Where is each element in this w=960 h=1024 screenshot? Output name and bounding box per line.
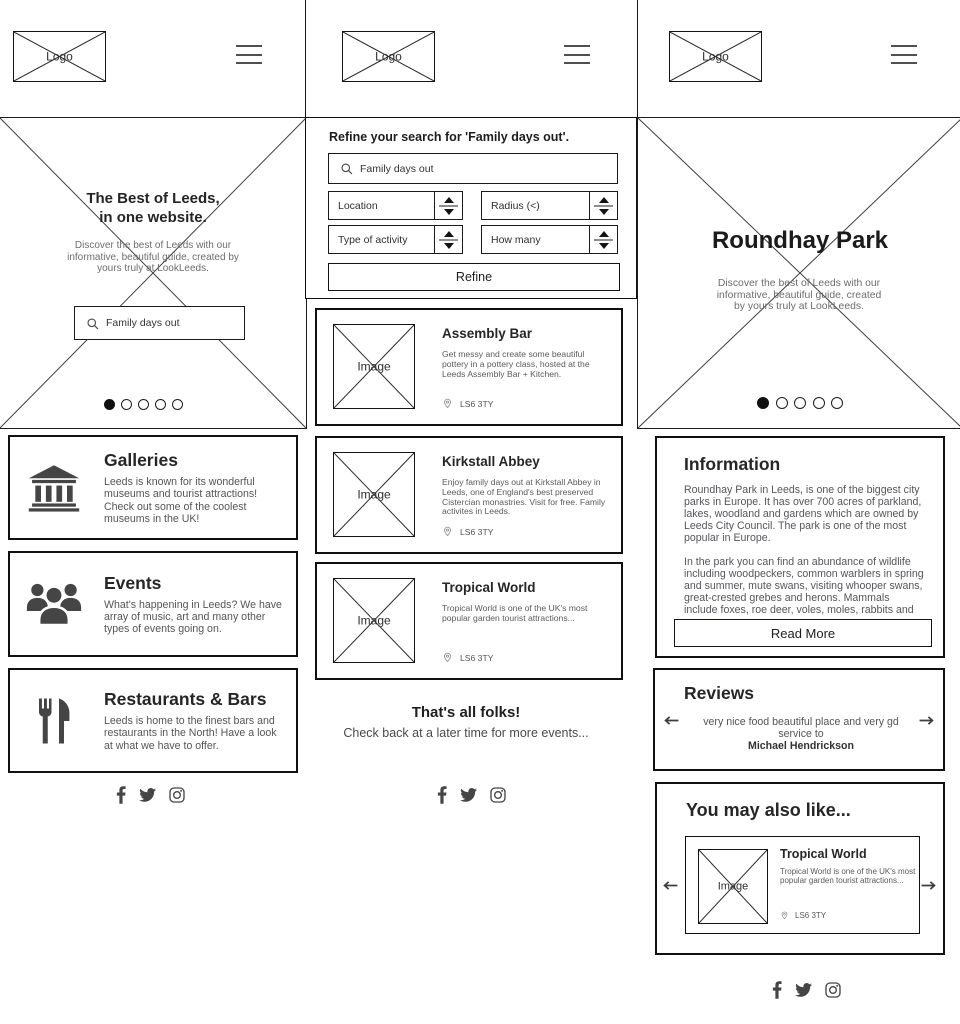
carousel-dot[interactable]: [831, 397, 843, 409]
social-links: [116, 786, 185, 804]
placeholder-cross-icon: [638, 118, 960, 428]
also-like-section: [655, 782, 945, 955]
reviews-section: [653, 668, 945, 771]
suggestion-text: Tropical World is one of the UK's most popular garden tourist attractions...: [780, 867, 916, 886]
carousel-dots: [638, 397, 960, 409]
carousel-dots: [0, 399, 286, 410]
chevron-down-icon[interactable]: [599, 243, 609, 249]
facebook-icon[interactable]: [116, 786, 126, 804]
previous-review-arrow-icon[interactable]: [664, 715, 680, 726]
select-activity-type[interactable]: [328, 225, 463, 254]
hero-description: Discover the best of Leeds with our informative, beautiful guide, created by yours truly at LookLeeds.: [67, 240, 239, 274]
result-card-assembly-bar[interactable]: [315, 308, 623, 426]
spinner-stepper[interactable]: [434, 192, 462, 219]
users-icon: [10, 580, 98, 628]
category-card-events[interactable]: [8, 551, 298, 657]
hamburger-menu-icon[interactable]: [891, 45, 917, 64]
image-placeholder: [698, 849, 768, 924]
search-input[interactable]: [74, 306, 245, 340]
refine-search-section: [305, 117, 637, 299]
card-title: Restaurants & Bars: [104, 689, 267, 710]
review-author: Michael Hendrickson: [748, 740, 854, 752]
result-location: LS6 3TY: [460, 652, 494, 663]
column-divider: [305, 0, 306, 118]
spinner-stepper[interactable]: [589, 226, 617, 253]
chevron-down-icon[interactable]: [444, 209, 454, 215]
search-value: Family days out: [106, 317, 180, 329]
logo[interactable]: [342, 31, 435, 82]
twitter-icon[interactable]: [460, 788, 477, 802]
hero-carousel-detail: [637, 117, 960, 429]
hero-carousel-home: [0, 117, 307, 429]
select-label: Type of activity: [338, 233, 408, 246]
next-review-arrow-icon[interactable]: [918, 715, 934, 726]
museum-icon: [10, 464, 98, 512]
result-card-kirkstall-abbey[interactable]: [315, 436, 623, 554]
image-placeholder: [333, 452, 415, 537]
hero-title-line2: in one website.: [99, 208, 207, 226]
review-text: very nice food beautiful place and very gd service to: [703, 716, 899, 740]
information-section: [655, 436, 945, 658]
review-item: [688, 716, 914, 752]
instagram-icon[interactable]: [825, 982, 841, 998]
image-label: Image: [357, 486, 391, 501]
logo-label: Logo: [702, 48, 729, 63]
card-text: What's happening in Leeds? We have array of music, art and many other types of events going on.: [104, 598, 282, 636]
select-radius[interactable]: [481, 191, 618, 220]
facebook-icon[interactable]: [772, 981, 782, 999]
detail-title: Roundhay Park: [711, 227, 889, 254]
select-label: How many: [491, 233, 541, 246]
carousel-dot[interactable]: [813, 397, 825, 409]
also-like-title: You may also like...: [686, 800, 851, 820]
image-placeholder: [333, 324, 415, 409]
search-input[interactable]: [328, 153, 618, 184]
column-divider: [637, 0, 638, 118]
information-paragraph-2: In the park you can find an abundance of wildlife including woodpeckers, common warblers in spring and summer, mute swans, visiting whooper swans, great-crested grebes and herons. Mammals include foxes, roe deer, voles, moles, rabbits and: [684, 556, 924, 617]
chevron-down-icon[interactable]: [444, 243, 454, 249]
image-label: Image: [717, 879, 749, 892]
chevron-down-icon[interactable]: [599, 209, 609, 215]
result-title: Assembly Bar: [442, 326, 533, 341]
hamburger-menu-icon[interactable]: [236, 45, 262, 64]
result-text: Enjoy family days out at Kirkstall Abbey in Leeds, one of England's best preserved Cistercian monastries. Visit for free. Family activites in Leeds.: [442, 477, 606, 517]
chevron-up-icon[interactable]: [599, 231, 609, 237]
carousel-dot[interactable]: [121, 399, 132, 410]
spinner-stepper[interactable]: [434, 226, 462, 253]
twitter-icon[interactable]: [795, 983, 812, 997]
logo[interactable]: [13, 31, 106, 82]
category-card-restaurants[interactable]: [8, 668, 298, 773]
carousel-dot[interactable]: [172, 399, 183, 410]
result-title: Kirkstall Abbey: [442, 454, 540, 469]
image-label: Image: [357, 612, 391, 627]
image-placeholder: [333, 578, 415, 663]
reviews-title: Reviews: [684, 683, 755, 703]
instagram-icon[interactable]: [490, 787, 506, 803]
instagram-icon[interactable]: [169, 787, 185, 803]
logo-label: Logo: [46, 48, 73, 63]
logo[interactable]: [669, 31, 762, 82]
hero-title: [0, 190, 306, 227]
result-location: LS6 3TY: [460, 398, 494, 409]
social-links: [772, 981, 841, 999]
hero-title-line1: The Best of Leeds,: [86, 190, 220, 207]
image-label: Image: [357, 358, 391, 373]
chevron-up-icon[interactable]: [599, 197, 609, 203]
suggestion-title: Tropical World: [780, 847, 867, 861]
card-title: Galleries: [104, 449, 178, 470]
card-title: Events: [104, 572, 162, 593]
search-icon: [86, 317, 99, 330]
twitter-icon[interactable]: [139, 788, 156, 802]
end-of-results-subtitle: Check back at a later time for more events...: [343, 726, 589, 740]
suggestion-card-tropical-world[interactable]: [685, 836, 920, 934]
location-pin-icon: [780, 909, 789, 922]
information-title: Information: [684, 454, 781, 474]
search-value: Family days out: [360, 162, 434, 175]
result-title: Tropical World: [442, 580, 536, 595]
social-links: [437, 786, 506, 804]
next-suggestion-arrow-icon[interactable]: [920, 880, 936, 891]
result-text: Tropical World is one of the UK's most popular garden tourist attractions...: [442, 603, 588, 623]
location-pin-icon: [442, 524, 453, 539]
result-location: LS6 3TY: [460, 526, 494, 537]
facebook-icon[interactable]: [437, 786, 447, 804]
carousel-dot[interactable]: [757, 397, 769, 409]
card-text: Leeds is known for its wonderful museums and tourist attractions! Check out some of the coolest museums in the UK!: [104, 475, 258, 525]
location-pin-icon: [442, 396, 453, 411]
carousel-dot[interactable]: [155, 399, 166, 410]
card-text: Leeds is home to the finest bars and restaurants in the North! Have a look at what we have to offer.: [104, 715, 277, 752]
carousel-dot[interactable]: [138, 399, 149, 410]
refine-button[interactable]: Refine: [328, 263, 620, 291]
hamburger-menu-icon[interactable]: [564, 45, 590, 64]
select-label: Location: [338, 199, 378, 212]
refine-title: Refine your search for 'Family days out'.: [329, 130, 570, 144]
select-label: Radius (<): [491, 199, 540, 212]
location-pin-icon: [442, 650, 453, 665]
carousel-dot[interactable]: [794, 397, 806, 409]
information-paragraph-1: Roundhay Park in Leeds, is one of the biggest city parks in Europe. It has over 700 acres of parkland, lakes, woodland and gardens which are owned by Leeds City Council. The park is one of the most popular in Europe.: [684, 484, 922, 545]
detail-description: Discover the best of Leeds with our informative, beautiful guide, created by yours truly at LookLeeds.: [716, 278, 882, 313]
select-how-many[interactable]: [481, 225, 618, 254]
category-card-galleries[interactable]: [8, 435, 298, 540]
result-card-tropical-world[interactable]: [315, 562, 623, 680]
logo-label: Logo: [375, 48, 402, 63]
carousel-dot[interactable]: [104, 399, 115, 410]
spinner-stepper[interactable]: [589, 192, 617, 219]
carousel-dot[interactable]: [776, 397, 788, 409]
chevron-up-icon[interactable]: [444, 231, 454, 237]
read-more-button[interactable]: Read More: [674, 619, 932, 647]
select-location[interactable]: [328, 191, 463, 220]
suggestion-location: LS6 3TY: [795, 911, 827, 920]
previous-suggestion-arrow-icon[interactable]: [663, 880, 679, 891]
result-text: Get messy and create some beautiful pottery in a pottery class, hosted at the Leeds Assembly Bar + Kitchen.: [442, 349, 590, 379]
end-of-results-title: That's all folks!: [411, 704, 521, 721]
chevron-up-icon[interactable]: [444, 197, 454, 203]
cutlery-icon: [10, 696, 98, 746]
search-icon: [340, 162, 353, 175]
